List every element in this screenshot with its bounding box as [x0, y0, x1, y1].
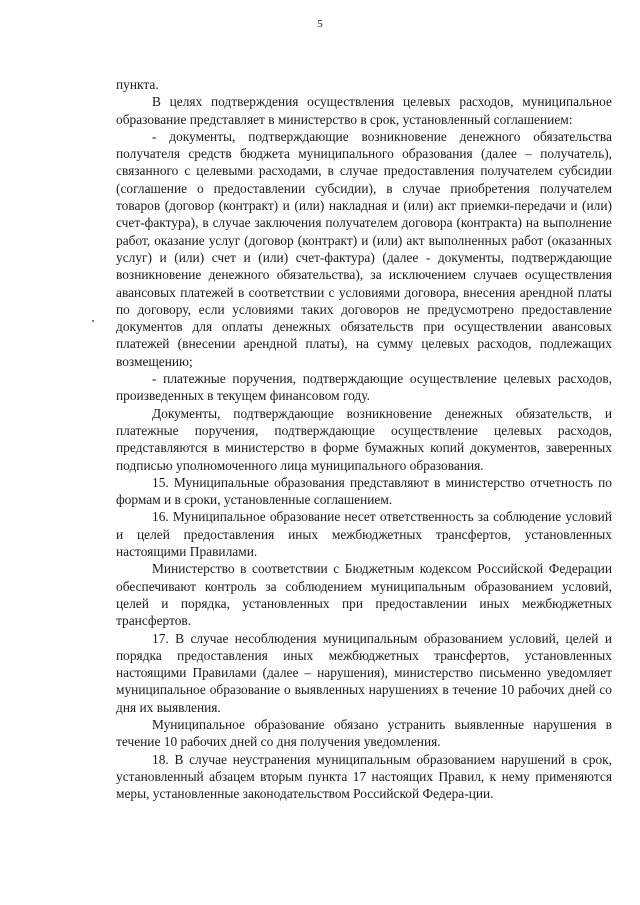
paragraph-payment-orders: - платежные поручения, подтверждающие осуществление целевых расходов, произведенных в текущем финансовом году.: [116, 371, 612, 404]
paragraph-item-16: 16. Муниципальное образование несет ответственность за соблюдение условий и целей предоставления иных межбюджетных трансфертов, установленных настоящими Правилами.: [116, 509, 612, 560]
scan-dot-mark: [92, 320, 94, 322]
paragraph-continuation: пункта.: [116, 77, 159, 92]
paragraph-document-copies: Документы, подтверждающие возникновение денежных обязательств, и платежные поручения, подтверждающие осуществление целевых расходов, представляются в министерство в форме бумажных копий документов, заверенных подписью уполномоченного лица муниципального образования.: [116, 405, 612, 473]
paragraph-item-17: 17. В случае несоблюдения муниципальным образованием условий, целей и порядка предоставления иных межбюджетных трансфертов, установленных настоящими Правилами (далее – нарушения), министерство письменно уведомляет муниципальное образование о выявленных нарушениях в течение 10 рабочих дней со дня их выявления.: [116, 630, 612, 715]
paragraph-purpose-intro: В целях подтверждения осуществления целевых расходов, муниципальное образование представляет в министерство в срок, установленный соглашением:: [116, 94, 612, 127]
paragraph-obligation-documents: - документы, подтверждающие возникновение денежного обязательства получателя средств бюджета муниципального образования (далее – получатель), связанного с целевыми расходами, в случае предоставления получателем субсидии (соглашение о предоставлении субсидии), в случае приобретения получателем товаров (договор (контракт) и (или) накладная и (или) акт приемки-передачи и (или) счет-фактура), в случае заключения получателем договора (контракта) на выполнение работ, оказание услуг (договор (контракт) и (или) акт выполненных работ (оказанных услуг) и (или) счет и (или) счет-фактура) (далее - документы, подтверждающие возникновение денежного обязательства), за исключением случаев осуществления авансовых платежей в соответствии с условиями договора, внесения арендной платы по договору, если условиями таких договоров не предусмотрено предоставление документов для оплаты денежных обязательств при осуществлении авансовых платежей (внесении арендной платы), на сумму целевых расходов, подлежащих возмещению;: [116, 128, 612, 369]
page-number: 5: [317, 18, 323, 30]
paragraph-ministry-control: Министерство в соответствии с Бюджетным кодексом Российской Федерации обеспечивают контроль за соблюдением муниципальным образованием условий, целей и порядка, установленных при предоставлении иных межбюджетных трансфертов.: [116, 561, 612, 629]
paragraph-item-15: 15. Муниципальные образования представляют в министерство отчетность по формам и в сроки, установленные соглашением.: [116, 474, 612, 508]
paragraph-item-18: 18. В случае неустранения муниципальным образованием нарушений в срок, установленный абзацем вторым пункта 17 настоящих Правил, к нему применяются меры, установленные законодательством Российской Федера-ции.: [116, 751, 612, 802]
paragraph-elimination-deadline: Муниципальное образование обязано устранить выявленные нарушения в течение 10 рабочих дней со дня получения уведомления.: [116, 716, 612, 750]
document-body: [116, 76, 612, 802]
